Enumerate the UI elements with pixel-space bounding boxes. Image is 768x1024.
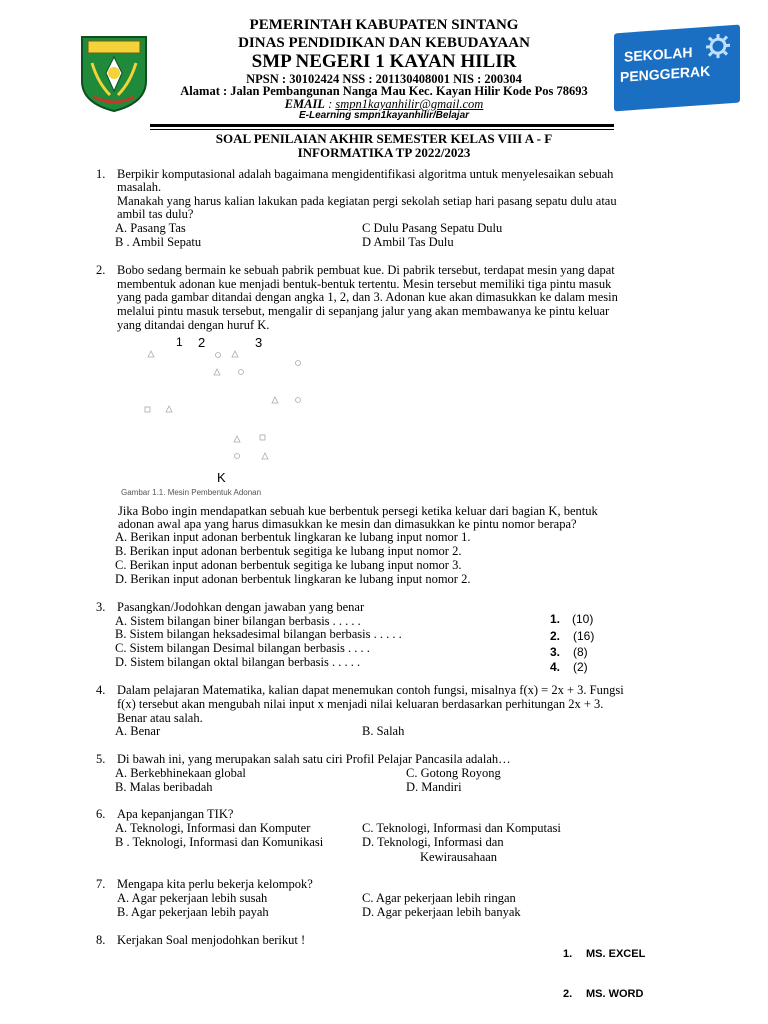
question-text: Dalam pelajaran Matematika, kalian dapat menemukan contoh fungsi, misalnya f(x) = 2x + 3. Fungsi — [117, 683, 624, 697]
circle-shape-icon — [239, 370, 244, 375]
question-number: 2. — [96, 263, 106, 277]
header-ids: NPSN : 30102424 NSS : 201130408001 NIS : 200304 — [246, 72, 522, 86]
match-answer-number: 2. — [550, 629, 561, 643]
question-text: Apa kepanjangan TIK? — [117, 807, 234, 821]
option-d: D Ambil Tas Dulu — [362, 235, 454, 249]
square-shape-icon — [260, 435, 265, 440]
match-answer-value: (8) — [573, 645, 588, 659]
header-department: DINAS PENDIDIKAN DAN KEBUDAYAAN — [238, 35, 530, 51]
option-d: D. Agar pekerjaan lebih banyak — [362, 905, 521, 919]
match-answer-value: (10) — [572, 612, 594, 626]
email-label: EMAIL — [284, 97, 325, 111]
option-b: B. Salah — [362, 724, 405, 738]
header-elearning: E-Learning smpn1kayanhilir/Belajar — [298, 110, 470, 121]
match-item-label: MS. WORD — [586, 988, 644, 1000]
triangle-shape-icon — [166, 406, 172, 412]
option-a: A. Berikan input adonan berbentuk lingkaran ke lubang input nomor 1. — [115, 530, 471, 544]
question-number: 8. — [96, 933, 106, 947]
header-rule-thin — [150, 129, 614, 130]
question-text: Kerjakan Soal menjodohkan berikut ! — [117, 933, 306, 947]
circle-shape-icon — [296, 398, 301, 403]
sekolah-penggerak-badge — [614, 25, 740, 112]
match-answer-number: 3. — [550, 645, 561, 659]
badge-line2: PENGGERAK — [620, 62, 711, 85]
option-a: A. Berkebhinekaan global — [115, 766, 246, 780]
option-b: B. Berikan input adonan berbentuk segitiga ke lubang input nomor 2. — [115, 544, 462, 558]
option-b: B . Teknologi, Informasi dan Komunikasi — [115, 835, 324, 849]
option-c: C. Berikan input adonan berbentuk segitiga ke lubang input nomor 3. — [115, 558, 462, 572]
figure-input-label: 2 — [198, 335, 206, 350]
triangle-shape-icon — [234, 436, 240, 442]
header-school-name: SMP NEGERI 1 KAYAN HILIR — [251, 51, 517, 72]
match-item-number: 1. — [563, 948, 573, 960]
option-a: A. Sistem bilangan biner bilangan berbasis . . . . . — [115, 614, 361, 628]
option-a: A. Agar pekerjaan lebih susah — [117, 891, 268, 905]
option-c: C. Teknologi, Informasi dan Komputasi — [362, 821, 561, 835]
triangle-shape-icon — [262, 453, 268, 459]
match-answer-value: (16) — [573, 629, 595, 643]
question-text: yang pada gambar ditandai dengan angka 1, 2, dan 3. Adonan kue akan dimasukkan ke dalam mesin — [117, 290, 618, 304]
triangle-shape-icon — [232, 351, 238, 357]
question-text: Pasangkan/Jodohkan dengan jawaban yang benar — [117, 600, 365, 614]
question-text: yang ditandai dengan huruf K. — [117, 318, 270, 332]
exam-subtitle: INFORMATIKA TP 2022/2023 — [297, 145, 471, 160]
question-text: Jika Bobo ingin mendapatkan sebuah kue berbentuk persegi ketika keluar dari bagian K, bentuk — [118, 504, 598, 518]
match-answer-number: 1. — [550, 612, 561, 626]
question-text: masalah. — [117, 180, 162, 194]
circle-shape-icon — [216, 353, 221, 358]
question-text: ambil tas dulu? — [117, 207, 194, 221]
circle-shape-icon — [235, 454, 240, 459]
option-c: C. Gotong Royong — [406, 766, 501, 780]
option-d: D. Mandiri — [406, 780, 462, 794]
email-separator: : — [324, 97, 336, 111]
question-text: f(x) tersebut akan mengubah nilai input x menjadi nilai keluaran berdasarkan perhitungan 2x + 3. — [117, 697, 604, 711]
option-b: B. Malas beribadah — [115, 780, 213, 794]
option-c: C. Sistem bilangan Desimal bilangan berbasis . . . . — [115, 641, 370, 655]
match-answer-value: (2) — [573, 660, 588, 674]
option-c: C. Agar pekerjaan lebih ringan — [362, 891, 516, 905]
option-d: D. Berikan input adonan berbentuk lingkaran ke lubang input nomor 2. — [115, 572, 471, 586]
option-b: B . Ambil Sepatu — [115, 235, 202, 249]
question-number: 6. — [96, 807, 106, 821]
square-shape-icon — [145, 407, 150, 412]
header-address: Alamat : Jalan Pembangunan Nanga Mau Kec. Kayan Hilir Kode Pos 78693 — [180, 84, 588, 98]
match-item-label: MS. EXCEL — [586, 948, 646, 960]
match-answer-number: 4. — [550, 660, 561, 674]
question-text: Mengapa kita perlu bekerja kelompok? — [117, 877, 313, 891]
option-a: A. Benar — [115, 724, 161, 738]
triangle-shape-icon — [148, 351, 154, 357]
option-d: D. Teknologi, Informasi dan — [362, 835, 504, 849]
header-government: PEMERINTAH KABUPATEN SINTANG — [249, 17, 519, 33]
option-b: B. Agar pekerjaan lebih payah — [117, 905, 269, 919]
match-item-number: 2. — [563, 988, 573, 1000]
option-d-continued: Kewirausahaan — [420, 850, 498, 864]
question-text: membentuk adonan kue menjadi bentuk-bentuk tertentu. Mesin tersebut memiliki tiga pintu masuk — [117, 277, 612, 291]
triangle-shape-icon — [272, 397, 278, 403]
option-a: A. Teknologi, Informasi dan Komputer — [115, 821, 311, 835]
question-text: melalui pintu masuk tersebut, mengalir di sepanjang jalur yang akan membawanya ke pintu keluar — [117, 304, 610, 318]
badge-line1: SEKOLAH — [624, 43, 693, 65]
figure-caption: Gambar 1.1. Mesin Pembentuk Adonan — [121, 488, 262, 497]
figure-input-label: 1 — [176, 335, 183, 349]
question-text: Bobo sedang bermain ke sebuah pabrik pembuat kue. Di pabrik tersebut, terdapat mesin yang dapat — [117, 263, 615, 277]
machine-diagram — [140, 345, 320, 465]
question-text: Benar atau salah. — [117, 711, 203, 725]
option-c: C Dulu Pasang Sepatu Dulu — [362, 221, 503, 235]
circle-shape-icon — [296, 361, 301, 366]
question-text: adonan awal apa yang harus dimasukkan ke mesin dan dimasukkan ke pintu nomor berapa? — [118, 517, 577, 531]
exam-title: SOAL PENILAIAN AKHIR SEMESTER KELAS VIII A - F — [215, 131, 553, 146]
question-number: 7. — [96, 877, 106, 891]
question-number: 1. — [96, 167, 106, 181]
header-rule-thick — [150, 124, 614, 127]
triangle-shape-icon — [214, 369, 220, 375]
figure-input-label: 3 — [255, 335, 263, 350]
question-text: Berpikir komputasional adalah bagaimana mengidentifikasi algoritma untuk menyelesaikan sebuah — [117, 167, 614, 181]
option-b: B. Sistem bilangan heksadesimal bilangan berbasis . . . . . — [115, 627, 402, 641]
question-text: Di bawah ini, yang merupakan salah satu ciri Profil Pelajar Pancasila adalah… — [117, 752, 511, 766]
question-number: 3. — [96, 600, 106, 614]
option-a: A. Pasang Tas — [115, 221, 186, 235]
figure-output-label: K — [217, 470, 226, 485]
question-number: 5. — [96, 752, 106, 766]
option-d: D. Sistem bilangan oktal bilangan berbasis . . . . . — [115, 655, 361, 669]
gear-icon — [704, 31, 732, 61]
question-number: 4. — [96, 683, 106, 697]
email-link[interactable]: smpn1kayanhilir@gmail.com — [335, 97, 484, 111]
question-text: Manakah yang harus kalian lakukan pada kegiatan pergi sekolah setiap hari pasang sepatu dulu atau — [117, 194, 617, 208]
